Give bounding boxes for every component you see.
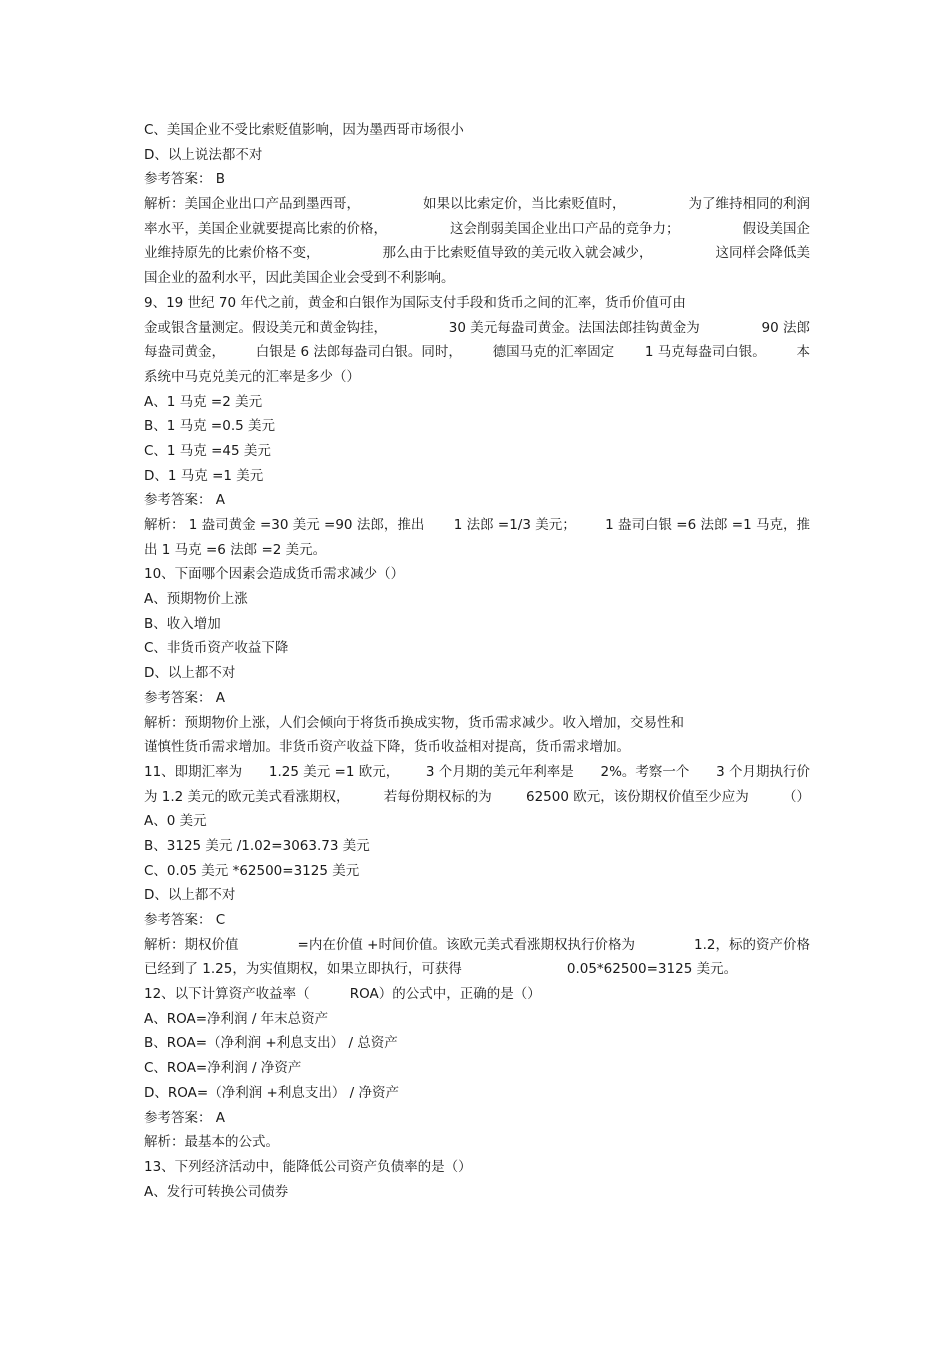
text-line	[144, 513, 810, 538]
text-segment: 那么由于比索贬值导致的美元收入就会减少，	[382, 245, 653, 262]
text-line	[144, 217, 810, 242]
text-segment: （）	[782, 788, 810, 805]
text-segment: 3 个月期执行价	[716, 763, 810, 780]
text-segment: 1.2，标的资产价格	[694, 936, 810, 953]
text-line	[144, 414, 810, 439]
text-segment: D、以上都不对	[144, 887, 236, 904]
text-segment: 率水平，美国企业就要提高比索的价格，	[144, 220, 387, 237]
text-segment: C、0.05 美元 *62500=3125 美元	[144, 862, 360, 879]
text-line	[144, 390, 810, 415]
text-line	[144, 562, 810, 587]
text-line	[144, 118, 810, 143]
text-segment: 假设美国企	[742, 220, 810, 237]
text-segment: 业维持原先的比索价格不变，	[144, 245, 320, 262]
text-line	[144, 908, 810, 933]
text-line	[144, 439, 810, 464]
text-segment: A、发行可转换公司债券	[144, 1183, 289, 1200]
text-line	[144, 167, 810, 192]
text-line	[144, 316, 810, 341]
document-text	[144, 118, 810, 1204]
text-segment: 如果以比索定价，当比索贬值时，	[423, 196, 626, 213]
text-segment: 参考答案： B	[144, 171, 226, 188]
text-segment: 13、下列经济活动中，能降低公司资产负债率的是（）	[144, 1158, 472, 1175]
text-segment: 这同样会降低美	[715, 245, 810, 262]
text-segment: 本	[796, 344, 810, 361]
text-line	[144, 241, 810, 266]
text-line	[144, 1106, 810, 1131]
text-line	[144, 1155, 810, 1180]
text-segment: 90 法郎	[761, 319, 810, 336]
text-line	[144, 464, 810, 489]
text-segment: 解析：预期物价上涨，人们会倾向于将货币换成实物，货币需求减少。收入增加，交易性和	[144, 714, 684, 731]
text-segment: B、1 马克 =0.5 美元	[144, 418, 276, 435]
text-line	[144, 735, 810, 760]
text-line	[144, 587, 810, 612]
text-segment: 30 美元每盎司黄金。法国法郎挂钩黄金为	[448, 319, 700, 336]
text-line	[144, 636, 810, 661]
text-line	[144, 1056, 810, 1081]
text-line	[144, 192, 810, 217]
text-segment: 参考答案： A	[144, 1109, 226, 1126]
text-segment: 国企业的盈利水平，因此美国企业会受到不利影响。	[144, 270, 455, 287]
text-segment: 白银是 6 法郎每盎司白银。同时，	[255, 344, 462, 361]
text-line	[144, 933, 810, 958]
text-segment: A、1 马克 =2 美元	[144, 393, 263, 410]
text-segment: C、美国企业不受比索贬值影响，因为墨西哥市场很小	[144, 122, 464, 138]
text-line	[144, 957, 810, 982]
text-segment: =内在价值 +时间价值。该欧元美式看涨期权执行价格为	[297, 936, 635, 953]
text-line	[144, 859, 810, 884]
text-line	[144, 1031, 810, 1056]
text-segment: 解析： 1 盎司黄金 =30 美元 =90 法郎，推出	[144, 517, 425, 533]
text-line	[144, 1081, 810, 1106]
text-line	[144, 1180, 810, 1205]
text-segment: 0.05*62500=3125 美元。	[566, 961, 738, 978]
text-line	[144, 612, 810, 637]
text-line	[144, 982, 810, 1007]
text-segment: 1.25 美元 =1 欧元，	[268, 763, 400, 780]
text-line	[144, 661, 810, 686]
text-line	[144, 760, 810, 785]
text-segment: 已经到了 1.25，为实值期权，如果立即执行，可获得	[144, 961, 462, 978]
text-segment: 出 1 马克 =6 法郎 =2 美元。	[144, 541, 327, 558]
text-segment: 这会削弱美国企业出口产品的竞争力；	[450, 220, 680, 237]
text-line	[144, 834, 810, 859]
text-segment: 12、以下计算资产收益率（	[144, 986, 310, 1003]
text-segment: 1 盎司白银 =6 法郎 =1 马克，推	[605, 517, 810, 533]
text-segment: 10、下面哪个因素会造成货币需求减少（）	[144, 566, 405, 583]
text-line	[144, 883, 810, 908]
text-segment: 系统中马克兑美元的汇率是多少（）	[144, 368, 360, 385]
text-segment: 1 法郎 =1/3 美元；	[453, 517, 576, 533]
text-segment: 解析：期权价值	[144, 936, 239, 953]
text-segment: C、非货币资产收益下降	[144, 640, 289, 657]
text-segment: B、ROA=（净利润 +利息支出） / 总资产	[144, 1035, 398, 1052]
text-line	[144, 291, 810, 316]
text-segment: 若每份期权标的为	[383, 788, 492, 805]
text-segment: A、0 美元	[144, 813, 207, 830]
text-segment: 11、即期汇率为	[144, 763, 243, 780]
text-segment: C、ROA=净利润 / 净资产	[144, 1060, 302, 1077]
text-segment: 参考答案： A	[144, 492, 226, 509]
text-segment: A、预期物价上涨	[144, 591, 248, 608]
text-segment: 参考答案： C	[144, 912, 226, 928]
text-line	[144, 143, 810, 168]
text-segment: 9、19 世纪 70 年代之前，黄金和白银作为国际支付手段和货币之间的汇率，货币价值可由	[144, 294, 686, 311]
text-segment: 1 马克每盎司白银。	[644, 344, 766, 361]
text-line	[144, 785, 810, 810]
text-line	[144, 488, 810, 513]
text-line	[144, 1007, 810, 1032]
text-segment: A、ROA=净利润 / 年末总资产	[144, 1010, 329, 1027]
text-segment: 解析：最基本的公式。	[144, 1134, 279, 1151]
text-segment: 为 1.2 美元的欧元美式看涨期权，	[144, 788, 350, 805]
text-line	[144, 1130, 810, 1155]
text-segment: 2%。考察一个	[600, 763, 690, 780]
text-segment: 谨慎性货币需求增加。非货币资产收益下降，货币收益相对提高，货币需求增加。	[144, 739, 630, 756]
text-segment: 为了维持相同的利润	[688, 196, 810, 213]
text-line	[144, 686, 810, 711]
text-segment: 3 个月期的美元年利率是	[425, 763, 574, 780]
text-segment: 62500 欧元，该份期权价值至少应为	[526, 788, 749, 805]
text-segment: 每盎司黄金，	[144, 344, 225, 361]
text-segment: 德国马克的汇率固定	[492, 344, 615, 361]
text-segment: 解析：美国企业出口产品到墨西哥，	[144, 196, 360, 213]
text-line	[144, 711, 810, 736]
text-line	[144, 809, 810, 834]
text-segment: 参考答案： A	[144, 689, 226, 706]
text-segment: B、收入增加	[144, 615, 221, 632]
text-segment: D、ROA=（净利润 +利息支出） / 净资产	[144, 1084, 399, 1101]
text-segment: B、3125 美元 /1.02=3063.73 美元	[144, 837, 370, 854]
text-segment: C、1 马克 =45 美元	[144, 442, 271, 459]
text-line	[144, 266, 810, 291]
text-segment: D、1 马克 =1 美元	[144, 467, 264, 484]
text-segment: D、以上说法都不对	[144, 146, 263, 163]
text-segment: 金或银含量测定。假设美元和黄金钩挂，	[144, 319, 387, 336]
text-line	[144, 365, 810, 390]
text-line	[144, 340, 810, 365]
text-line	[144, 538, 810, 563]
text-segment: D、以上都不对	[144, 665, 236, 682]
text-segment: ROA）的公式中，正确的是（）	[349, 986, 541, 1003]
